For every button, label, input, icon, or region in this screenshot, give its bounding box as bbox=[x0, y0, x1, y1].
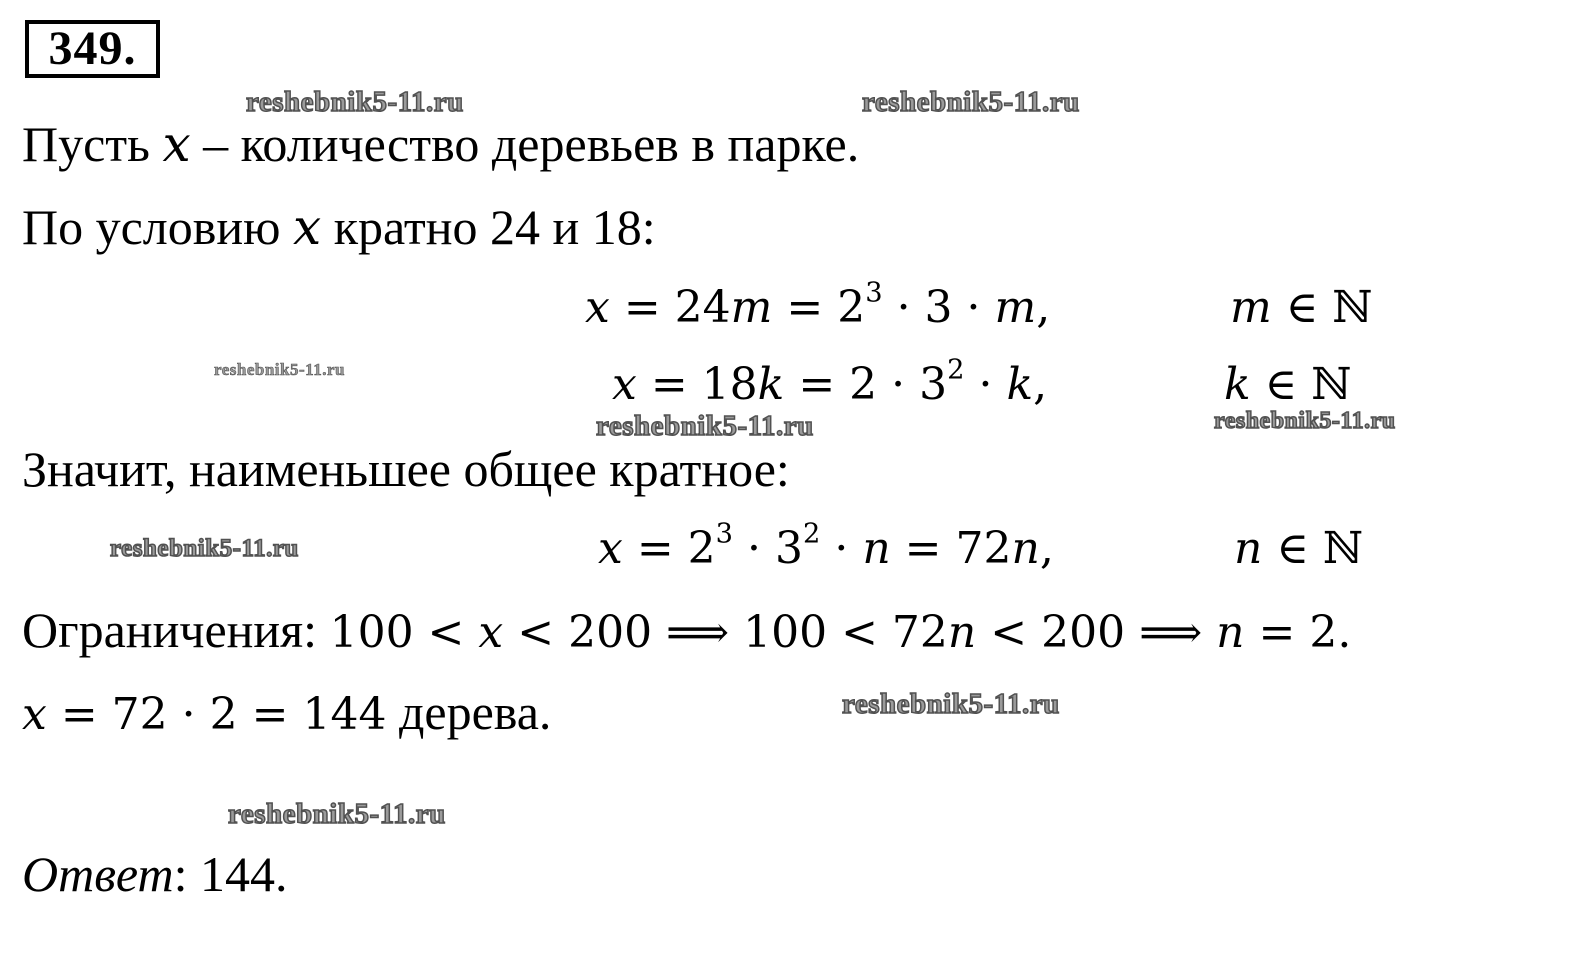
watermark: reshebnik5-11.ru bbox=[110, 535, 299, 562]
eq2-exponent: 2 bbox=[947, 354, 965, 386]
eq2-k1: k bbox=[757, 359, 785, 410]
lcm-line: Значит, наименьшее общее кратное: bbox=[22, 441, 790, 497]
intro-line bbox=[22, 115, 859, 173]
equation-n bbox=[598, 520, 1054, 578]
intro-text-a: Пусть bbox=[22, 116, 163, 172]
eq3-exponent-2: 2 bbox=[802, 518, 821, 550]
eq3-n1: n bbox=[862, 523, 891, 574]
eq3-p4: = 72 bbox=[890, 523, 1012, 574]
eq1-exponent: 3 bbox=[865, 277, 883, 309]
eq3-domain: ∈ ℕ bbox=[1262, 523, 1364, 574]
eq2-p2: · bbox=[964, 359, 1007, 410]
eq2-domain: ∈ ℕ bbox=[1250, 359, 1352, 410]
constraints-c: < 200 ⟹ 100 < 72 bbox=[503, 607, 948, 658]
watermark: reshebnik5-11.ru bbox=[246, 86, 464, 118]
eq1-p2: · 3 · bbox=[882, 282, 995, 333]
intro-text-b: – количество деревьев в парке. bbox=[190, 116, 860, 172]
condition-line bbox=[22, 198, 656, 256]
eq1-domain-var: m bbox=[1230, 282, 1272, 333]
eq1-m1: m bbox=[730, 282, 773, 333]
constraints-e: = 2. bbox=[1244, 607, 1352, 658]
eq1-p1: = 2 bbox=[772, 282, 866, 333]
eq3-exponent-1: 3 bbox=[715, 518, 734, 550]
constraints-n: n bbox=[947, 607, 977, 658]
eq1-lhs: x bbox=[585, 282, 610, 333]
constraints-n2: n bbox=[1216, 607, 1245, 658]
problem-number: 349. bbox=[25, 20, 160, 78]
eq3-p1: = 2 bbox=[622, 523, 716, 574]
eq2-mid: = 18 bbox=[636, 359, 758, 410]
watermark: reshebnik5-11.ru bbox=[228, 798, 446, 830]
result-calc: = 72 · 2 = 144 bbox=[46, 689, 387, 740]
eq2-p1: = 2 · 3 bbox=[784, 359, 948, 410]
equation-n-domain bbox=[1234, 520, 1363, 578]
eq3-domain-var: n bbox=[1234, 523, 1263, 574]
eq3-lhs: x bbox=[598, 523, 623, 574]
answer-value: : 144. bbox=[173, 846, 288, 902]
watermark: reshebnik5-11.ru bbox=[214, 360, 345, 379]
constraints-b: 100 < bbox=[329, 607, 479, 658]
watermark: reshebnik5-11.ru bbox=[862, 86, 1080, 118]
eq1-m2: m bbox=[994, 282, 1037, 333]
answer-label: Ответ bbox=[22, 846, 174, 902]
eq1-comma: , bbox=[1036, 282, 1051, 333]
eq1-mid: = 24 bbox=[609, 282, 731, 333]
eq3-comma: , bbox=[1039, 523, 1054, 574]
constraints-line bbox=[22, 601, 1351, 662]
eq3-n2: n bbox=[1011, 523, 1040, 574]
result-line bbox=[22, 683, 551, 744]
eq2-k2: k bbox=[1006, 359, 1034, 410]
variable-x: x bbox=[162, 115, 191, 173]
condition-text-a: По условию bbox=[22, 199, 293, 255]
watermark: reshebnik5-11.ru bbox=[842, 688, 1060, 720]
equation-k bbox=[612, 356, 1047, 414]
eq2-comma: , bbox=[1033, 359, 1048, 410]
watermark: reshebnik5-11.ru bbox=[1214, 408, 1396, 434]
eq3-p2: · 3 bbox=[733, 523, 803, 574]
equation-m-domain bbox=[1230, 279, 1373, 337]
eq2-lhs: x bbox=[612, 359, 637, 410]
variable-x: x bbox=[292, 198, 322, 256]
equation-k-domain bbox=[1224, 356, 1351, 414]
eq2-domain-var: k bbox=[1224, 359, 1251, 410]
equation-m bbox=[585, 279, 1050, 337]
constraints-x: x bbox=[478, 607, 504, 658]
condition-text-b: кратно 24 и 18: bbox=[321, 199, 656, 255]
eq3-p3: · bbox=[820, 523, 863, 574]
result-x: x bbox=[22, 689, 47, 740]
constraints-d: < 200 ⟹ bbox=[976, 607, 1217, 658]
constraints-label: Ограничения: bbox=[22, 602, 330, 658]
watermark: reshebnik5-11.ru bbox=[596, 410, 814, 442]
answer-line bbox=[22, 845, 287, 903]
eq1-domain: ∈ ℕ bbox=[1271, 282, 1373, 333]
result-unit: дерева. bbox=[386, 684, 552, 740]
